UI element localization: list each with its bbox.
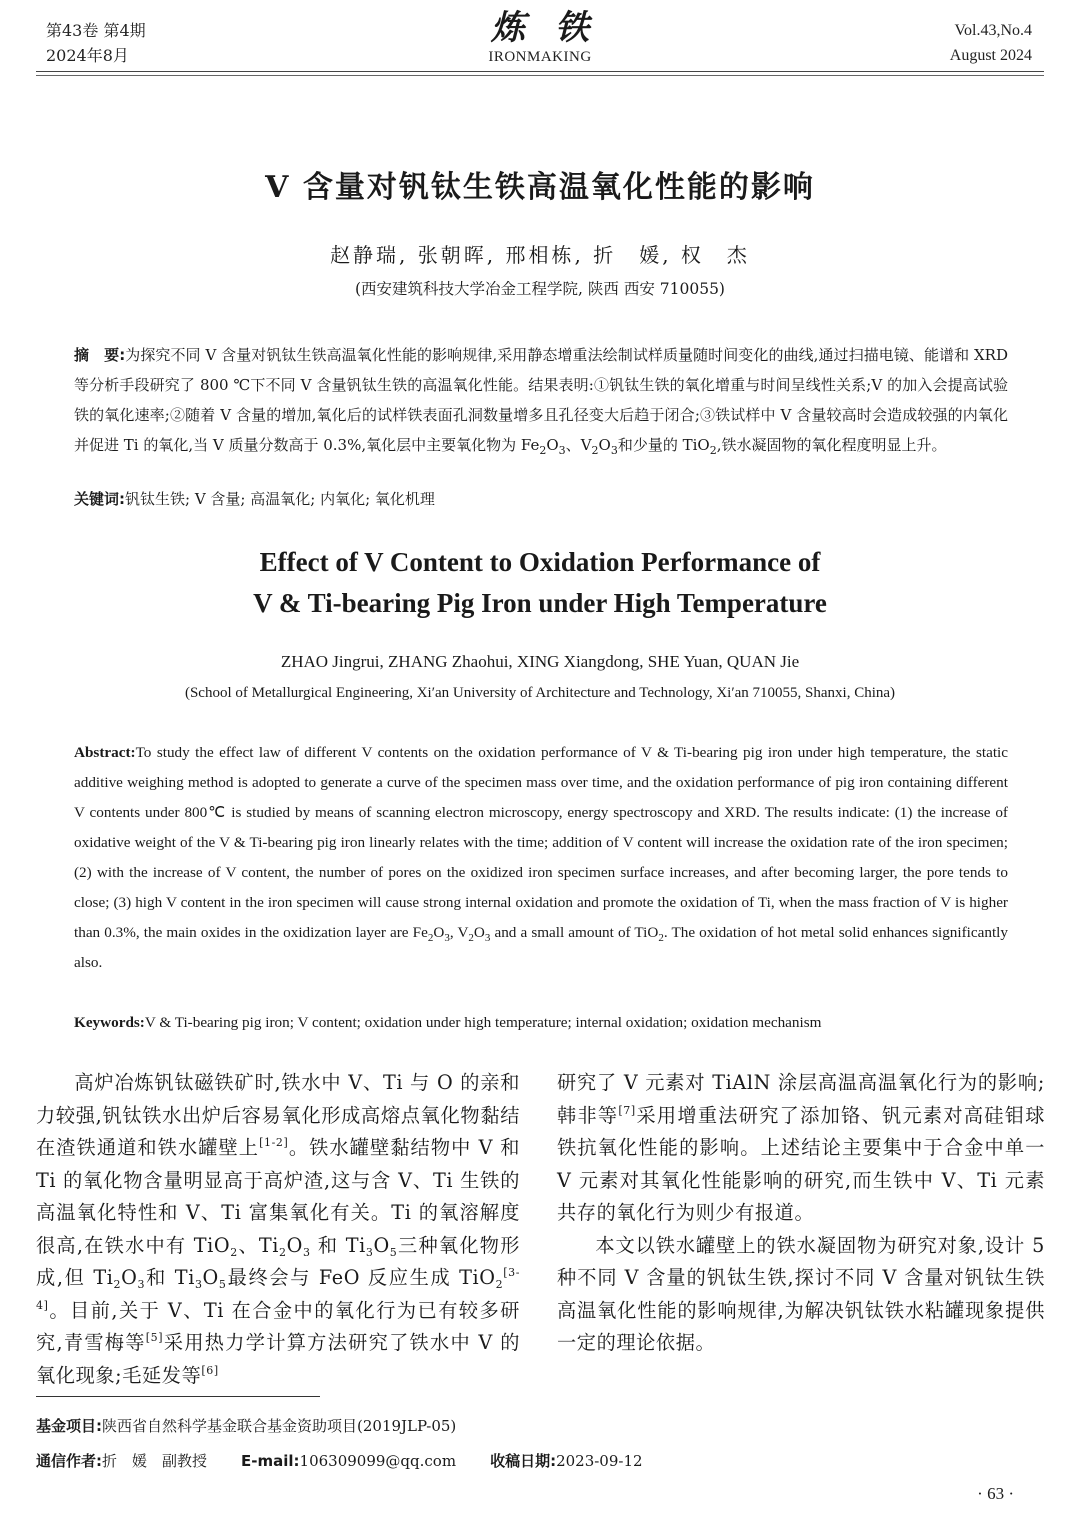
paper-title-en (0, 542, 1080, 624)
journal-name-en: IRONMAKING (488, 49, 592, 65)
formula-tio2: TiO$_2$、$Ti_2O_3$ 和 $Ti_3O_5$ (193, 1233, 398, 1259)
paper-title-cn: V 含量对钒钛生铁高温氧化性能的影响 (265, 170, 815, 205)
citation-ref[interactable]: [6] (201, 1363, 219, 1377)
funding-text: 陕西省自然科学基金联合基金资助项目(2019JLP-05) (102, 1417, 457, 1435)
citation-ref[interactable]: [1-2] (259, 1136, 289, 1149)
abstract-cn (74, 340, 1008, 460)
keywords-en-text: V & Ti-bearing pig iron; V content; oxidation under high temperature; internal oxidation; oxidation mechanism (144, 1014, 822, 1031)
oxide-fe2o3-en: $Fe_2O_3$ (412, 924, 450, 944)
corresponding-author-label: 通信作者: (36, 1452, 102, 1470)
oxide-v2o3: $V_2O_3$ (580, 436, 618, 457)
email-label: E-mail: (241, 1452, 300, 1470)
body-text: 。铁水罐壁黏结物中 V 和 Ti 的氧化物含量明显高于高炉渣,这与含 V、Ti 生铁的高温氧化特性和 V、Ti 富集氧化有关。Ti 的氧溶解度很高,在铁水中有 (36, 1136, 520, 1257)
abstract-en-text: To study the effect law of different V contents on the oxidation performance of V & Ti-bearing pig iron under high temperature, the static additive weighing method is adopted to generate a curve of the specimen mass over time, and the oxidation performance of pig iron containing different V contents under 800℃ is studied by means of scanning electron microscopy, energy spectroscopy and XRD. The results indicate: (1) the increase of oxidative weight of the V & Ti-bearing pig iron linearly relates with the time; addition of V content will increase the oxidation rate of the iron specimen; (2) with the increase of V content, the number of pores on the oxidized iron specimen surface increases, and after becoming larger, the pore tends to close; (3) high V content in the iron specimen will cause strong internal oxidation and promote the oxidation of Ti, when the mass fraction of V is higher than 0.3%, the main oxides in the oxidization layer are (74, 744, 1008, 941)
oxide-v2o3-en: $V_2O_3$ (457, 924, 491, 944)
citation-ref[interactable]: [3-4] (36, 1266, 521, 1312)
received-date-label: 收稿日期: (490, 1452, 557, 1470)
abstract-en-text-end: . The oxidation of hot metal solid enhances significantly also. (74, 924, 1008, 971)
header-volume-line-en: Vol.43,No.4 (954, 22, 1032, 39)
keywords-en-label: Keywords: (74, 1014, 145, 1031)
formula-tio2-product: TiO$_2$ (459, 1266, 504, 1291)
funding-note (36, 1414, 456, 1438)
header-date-line: 2024年8月 (46, 46, 129, 65)
header-rule-secondary (36, 75, 1044, 76)
separator: , (449, 924, 458, 941)
separator: 、 (565, 436, 581, 454)
journal-masthead (0, 8, 1080, 66)
conjunction: 和少量的 (617, 436, 683, 454)
correspondence-note (36, 1449, 643, 1473)
keywords-cn-label: 关键词: (74, 490, 125, 508)
abstract-en (74, 738, 1008, 978)
page-number: · 63 · (977, 1484, 1014, 1503)
abstract-cn-text: 为探究不同 V 含量对钒钛生铁高温氧化性能的影响规律,采用静态增重法绘制试样质量随时间变化的曲线,通过扫描电镜、能谱和 XRD 等分析手段研究了 800 ℃下不同 V 含量钒钛生铁的高温氧化性能。结果表明:①钒钛生铁的氧化增重与时间呈线性关系;V 的加入会提高试验铁的氧化速率;②随着 V 含量的增加,氧化后的试样铁表面孔洞数量增多且孔径变大后趋于闭合;③铁试样中 V 含量较高时会造成较强的内氧化并促进 Ti 的氧化,当 V 质量分数高于 0.3%,氧化层中主要氧化物为 (74, 346, 1009, 454)
oxide-fe2o3: $Fe_2O_3$ (520, 436, 566, 457)
header-volume-issue-en (950, 18, 1032, 68)
keywords-cn-text: 钒钛生铁; V 含量; 高温氧化; 内氧化; 氧化机理 (125, 490, 435, 508)
conjunction: and a small amount of (490, 924, 635, 941)
footnote-rule (36, 1396, 320, 1397)
body-paragraph (36, 1067, 520, 1392)
header-rule (36, 71, 1044, 72)
body-text: 采用增重法研究了添加铬、钒元素对高硅钼球铁抗氧化性能的影响。上述结论主要集中于合金中单一 V 元素对其氧化性能影响的研究,而生铁中 V、Ti 元素共存的氧化行为则少有报道。 (557, 1103, 1045, 1224)
keywords-en (74, 1008, 1034, 1038)
body-text: 最终会与 FeO 反应生成 (226, 1266, 460, 1289)
oxide-tio2-en: TiO$_2$ (634, 924, 664, 944)
body-text: 三种氧化物形成,但 (36, 1233, 520, 1289)
keywords-cn (74, 484, 1008, 514)
body-text: 。目前,关于 V、Ti 在合金中的氧化行为已有较多研究,青雪梅等 (36, 1298, 520, 1354)
oxide-tio2: TiO$_2$ (682, 436, 717, 457)
body-text: 采用热力学计算方法研究了铁水中 V 的氧化现象;毛延发等 (36, 1331, 520, 1387)
body-column-left (36, 1067, 520, 1392)
funding-label: 基金项目: (36, 1417, 102, 1435)
body-text: 高炉冶炼钒钛磁铁矿时,铁水中 V、Ti 与 O 的亲和力较强,钒钛铁水出炉后容易氧化形成高熔点氧化物黏结在渣铁通道和铁水罐壁上 (36, 1071, 520, 1159)
header-volume-line: 第43卷 第4期 (46, 21, 146, 40)
corresponding-author: 折 媛 副教授 (102, 1452, 208, 1470)
paper-title-en-line2: V & Ti-bearing Pig Iron under High Temperature (253, 588, 827, 618)
abstract-en-label: Abstract: (74, 744, 136, 761)
body-text: 研究了 V 元素对 TiAlN 涂层高温高温氧化行为的影响;韩非等 (557, 1071, 1045, 1127)
citation-ref[interactable]: [7] (618, 1103, 636, 1117)
email-address[interactable]: 106309099@qq.com (299, 1452, 457, 1470)
citation-ref[interactable]: [5] (145, 1331, 164, 1344)
authors-en: ZHAO Jingrui, ZHANG Zhaohui, XING Xiangdong, SHE Yuan, QUAN Jie (280, 652, 800, 671)
received-date: 2023-09-12 (556, 1452, 643, 1470)
affiliation-cn: (西安建筑科技大学冶金工程学院, 陕西 西安 710055) (355, 280, 725, 298)
header-date-line-en: August 2024 (949, 47, 1032, 64)
formula-ti2o3-ti3o5: $Ti_2O_3$和 $Ti_3O_5$ (93, 1266, 227, 1291)
paper-title-en-line1: Effect of V Content to Oxidation Performance of (259, 547, 821, 577)
body-paragraph: 本文以铁水罐壁上的铁水凝固物为研究对象,设计 5 种不同 V 含量的钒钛生铁,探讨不同 V 含量对钒钛生铁高温氧化性能的影响规律,为解决钒钛铁水粘罐现象提供一定的理论依据。 (557, 1233, 1045, 1354)
authors-cn: 赵静瑞, 张朝晖, 邢相栋, 折 媛, 权 杰 (330, 243, 750, 267)
affiliation-en: (School of Metallurgical Engineering, Xi′an University of Architecture and Technology, Xi′an 710055, Shanxi, China) (184, 685, 896, 701)
journal-name-cn: 炼铁 (491, 8, 619, 48)
abstract-cn-label: 摘 要: (74, 346, 126, 364)
body-column-right (557, 1067, 1045, 1360)
body-paragraph-continued (557, 1067, 1045, 1230)
abstract-cn-text-end: ,铁水凝固物的氧化程度明显上升。 (716, 436, 947, 454)
